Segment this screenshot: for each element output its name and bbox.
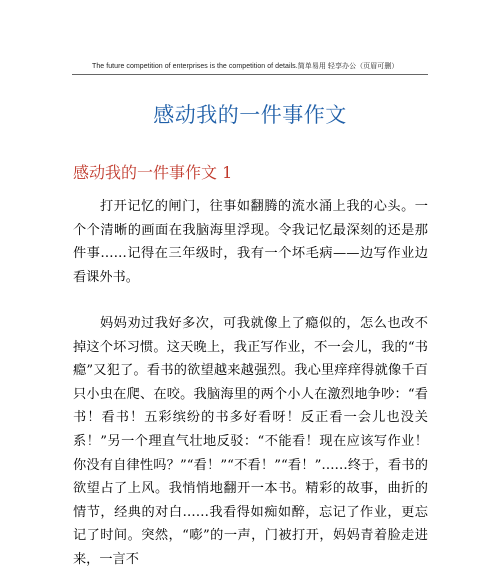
paragraph: 打开记忆的闸门，往事如翻腾的流水涌上我的心头。一个个清晰的画面在我脑海里浮现。令我记忆最深刻的还是那件事……记得在三年级时，我有一个坏毛病——边写作业边看课外书。 [73, 199, 428, 285]
header-divider [72, 74, 428, 75]
paragraph-1-block [73, 195, 428, 289]
section-title: 感动我的一件事作文 1 [73, 163, 233, 182]
page-header: The future competition of enterprises is the competition of details.简单易用 轻享办公（页眉可删） [92, 63, 399, 70]
document-title: 感动我的一件事作文 [153, 103, 347, 127]
paragraph: 妈妈劝过我好多次，可我就像上了瘾似的，怎么也改不掉这个坏习惯。这天晚上，我正写作业，不一会儿，我的“书瘾”又犯了。看书的欲望越来越强烈。我心里痒痒得就像千百只小虫在爬、在咬。我脑海里的两个小人在激烈地争吵：“看书！看书！五彩缤纷的书多好看呀！反正看一会儿也没关系！”另一个理直气壮地反驳：“不能看！现在应该写作业！你没有自律性吗？”“看！”“不看！”“看！”……终于，看书的欲望占了上风。我悄悄地翻开一本书。精彩的故事，曲折的情节，经典的对白……我看得如痴如醉，忘记了作业，更忘记了时间。突然，“嘭”的一声，门被打开，妈妈青着脸走进来，一言不 [73, 316, 428, 567]
paragraph-2-block [73, 312, 428, 572]
